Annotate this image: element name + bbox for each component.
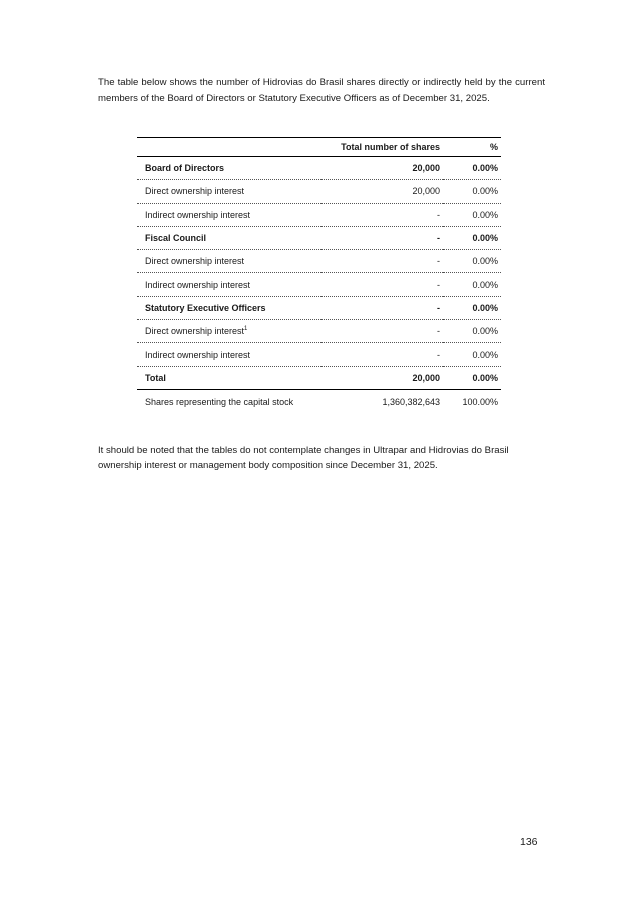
- row-percent: 0.00%: [443, 180, 501, 203]
- table-row: [137, 157, 501, 180]
- row-label: Indirect ownership interest: [137, 343, 321, 366]
- row-shares: -: [321, 296, 443, 319]
- row-label-text: Direct ownership interest: [145, 326, 245, 337]
- row-label: Statutory Executive Officers: [137, 296, 321, 319]
- row-percent: 0.00%: [443, 250, 501, 273]
- row-label: [137, 320, 321, 343]
- row-label: Indirect ownership interest: [137, 203, 321, 226]
- page-number: 136: [520, 836, 538, 848]
- row-percent: 0.00%: [443, 157, 501, 180]
- row-percent: 100.00%: [462, 396, 498, 407]
- row-shares: -: [321, 203, 443, 226]
- row-percent: 0.00%: [443, 343, 501, 366]
- table-header-row: [137, 138, 501, 157]
- table-row: [137, 226, 501, 249]
- row-label: Fiscal Council: [137, 226, 321, 249]
- row-label: Total: [137, 366, 321, 389]
- row-shares: -: [321, 273, 443, 296]
- row-percent: 0.00%: [443, 296, 501, 319]
- row-label: Direct ownership interest: [137, 180, 321, 203]
- table-total-row: [137, 366, 501, 389]
- table-row: [137, 203, 501, 226]
- row-percent: 0.00%: [443, 273, 501, 296]
- row-percent: 0.00%: [443, 226, 501, 249]
- row-shares: 20,000: [321, 157, 443, 180]
- row-shares: -: [321, 320, 443, 343]
- row-percent: 0.00%: [443, 203, 501, 226]
- table-capital-stock-row: [137, 389, 501, 429]
- row-label: Indirect ownership interest: [137, 273, 321, 296]
- shares-table: [137, 137, 501, 429]
- table-row: [137, 320, 501, 343]
- row-percent: 0.00%: [443, 320, 501, 343]
- row-shares: 1,360,382,643: [382, 396, 440, 407]
- note-paragraph: It should be noted that the tables do not contemplate changes in Ultrapar and Hidrovias do Brasil ownership interest or management body composition since December 31, 2025.: [98, 445, 509, 471]
- table-row: [137, 180, 501, 203]
- row-percent: 0.00%: [443, 366, 501, 389]
- row-label: Shares representing the capital stock: [145, 396, 294, 407]
- header-label: [137, 138, 321, 157]
- row-label: Direct ownership interest: [137, 250, 321, 273]
- table-row: [137, 273, 501, 296]
- header-percent: %: [443, 138, 501, 157]
- row-shares: 20,000: [321, 366, 443, 389]
- header-total-shares: Total number of shares: [321, 138, 443, 157]
- row-label: Board of Directors: [137, 157, 321, 180]
- row-shares: -: [321, 250, 443, 273]
- row-shares: -: [321, 343, 443, 366]
- footnote-marker: 1: [244, 326, 248, 333]
- table-row: [137, 296, 501, 319]
- intro-paragraph: The table below shows the number of Hidrovias do Brasil shares directly or indirectly held by the current members of the Board of Directors or Statutory Executive Officers as of December 31, 2025.: [98, 77, 545, 104]
- row-shares: -: [321, 226, 443, 249]
- table-row: [137, 343, 501, 366]
- table-row: [137, 250, 501, 273]
- row-shares: 20,000: [321, 180, 443, 203]
